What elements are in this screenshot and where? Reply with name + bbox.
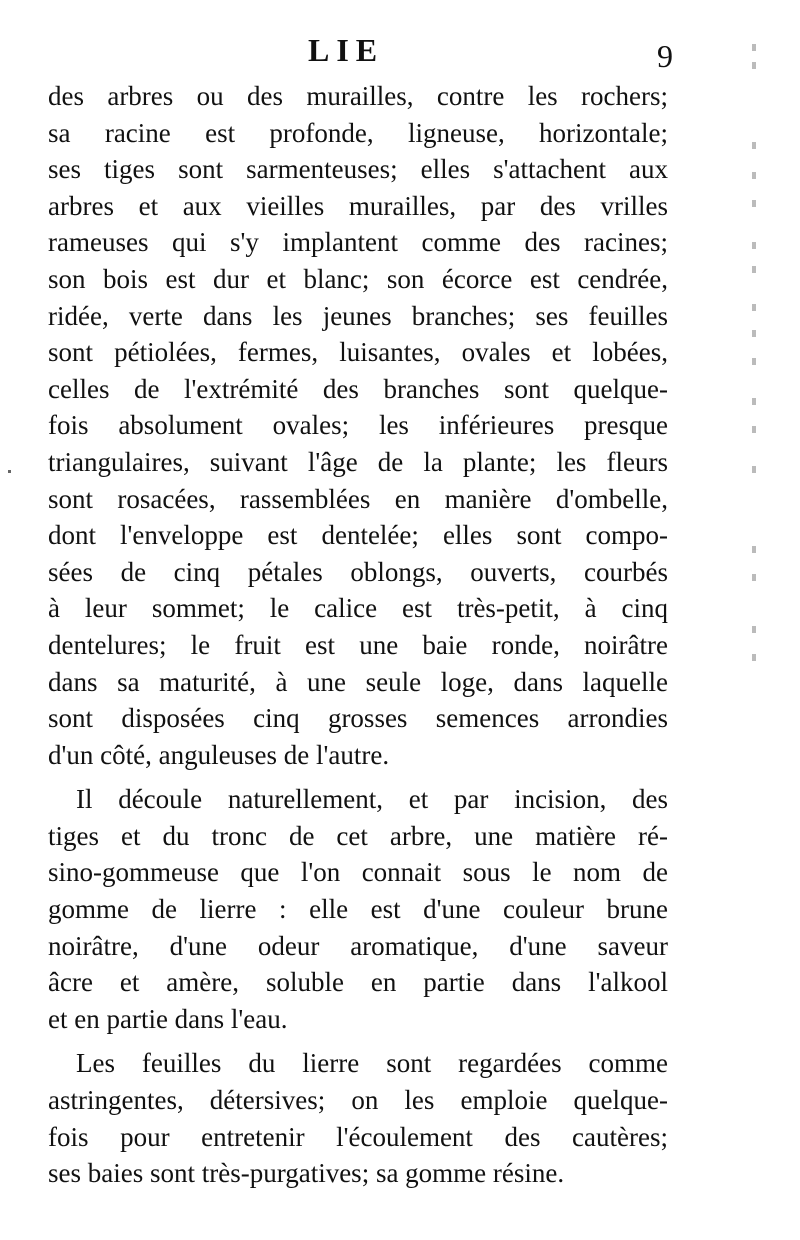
text-line: gomme de lierre : elle est d'une couleur brune xyxy=(48,894,668,925)
text-line: ses baies sont très-purgatives; sa gomme résine. xyxy=(48,1158,565,1189)
text-line: ses tiges sont sarmenteuses; elles s'attachent aux xyxy=(48,154,668,185)
margin-mark xyxy=(752,574,756,581)
margin-mark xyxy=(752,358,756,365)
body-text xyxy=(48,78,668,1192)
margin-mark xyxy=(752,546,756,553)
text-line: et en partie dans l'eau. xyxy=(48,1003,288,1034)
margin-mark xyxy=(752,142,756,149)
text-line: Les feuilles du lierre sont regardées comme xyxy=(76,1048,668,1079)
running-head xyxy=(48,32,673,76)
text-line: tiges et du tronc de cet arbre, une matière ré- xyxy=(48,820,668,851)
margin-mark xyxy=(752,62,756,69)
margin-mark xyxy=(752,654,756,661)
text-line: sont rosacées, rassemblées en manière d'ombelle, xyxy=(48,483,668,514)
running-title: LIE xyxy=(308,32,385,68)
text-line: dont l'enveloppe est dentelée; elles sont compo- xyxy=(48,520,668,551)
text-line: dentelures; le fruit est une baie ronde, noirâtre xyxy=(48,629,668,660)
text-line: fois pour entretenir l'écoulement des cautères; xyxy=(48,1121,668,1152)
text-line: Il découle naturellement, et par incision, des xyxy=(76,784,668,815)
margin-mark xyxy=(752,330,756,337)
margin-mark xyxy=(752,426,756,433)
text-line: arbres et aux vieilles murailles, par des vrilles xyxy=(48,190,668,221)
paragraph xyxy=(48,1045,668,1191)
margin-mark xyxy=(752,172,756,179)
text-line: ridée, verte dans les jeunes branches; ses feuilles xyxy=(48,300,668,331)
page-number: 9 xyxy=(657,38,673,74)
margin-mark xyxy=(752,626,756,633)
margin-mark xyxy=(752,44,756,51)
paragraph xyxy=(48,781,668,1037)
text-line: sont pétiolées, fermes, luisantes, ovales et lobées, xyxy=(48,337,668,368)
text-line: noirâtre, d'une odeur aromatique, d'une saveur xyxy=(48,930,668,961)
margin-mark xyxy=(752,200,756,207)
margin-marks xyxy=(752,40,772,680)
text-line: celles de l'extrémité des branches sont quelque- xyxy=(48,373,668,404)
text-line: sa racine est profonde, ligneuse, horizontale; xyxy=(48,117,668,148)
margin-mark xyxy=(752,398,756,405)
text-line: d'un côté, anguleuses de l'autre. xyxy=(48,739,390,770)
text-line: fois absolument ovales; les inférieures presque xyxy=(48,410,668,441)
text-line: sino-gommeuse que l'on connait sous le nom de xyxy=(48,857,668,888)
text-line: sont disposées cinq grosses semences arrondies xyxy=(48,703,668,734)
text-line: son bois est dur et blanc; son écorce est cendrée, xyxy=(48,263,668,294)
text-line: triangulaires, suivant l'âge de la plante; les fleurs xyxy=(48,446,668,477)
margin-speck xyxy=(8,470,11,473)
text-line: à leur sommet; le calice est très-petit, à cinq xyxy=(48,593,668,624)
text-line: des arbres ou des murailles, contre les rochers; xyxy=(48,81,668,111)
text-line: sées de cinq pétales oblongs, ouverts, courbés xyxy=(48,556,668,587)
text-line: dans sa maturité, à une seule loge, dans laquelle xyxy=(48,666,668,697)
paragraph xyxy=(48,78,668,773)
text-line: âcre et amère, soluble en partie dans l'alkool xyxy=(48,967,668,998)
margin-mark xyxy=(752,266,756,273)
margin-mark xyxy=(752,304,756,311)
margin-mark xyxy=(752,466,756,473)
text-line: astringentes, détersives; on les emploie quelque- xyxy=(48,1085,668,1116)
margin-mark xyxy=(752,242,756,249)
text-line: rameuses qui s'y implantent comme des racines; xyxy=(48,227,668,258)
